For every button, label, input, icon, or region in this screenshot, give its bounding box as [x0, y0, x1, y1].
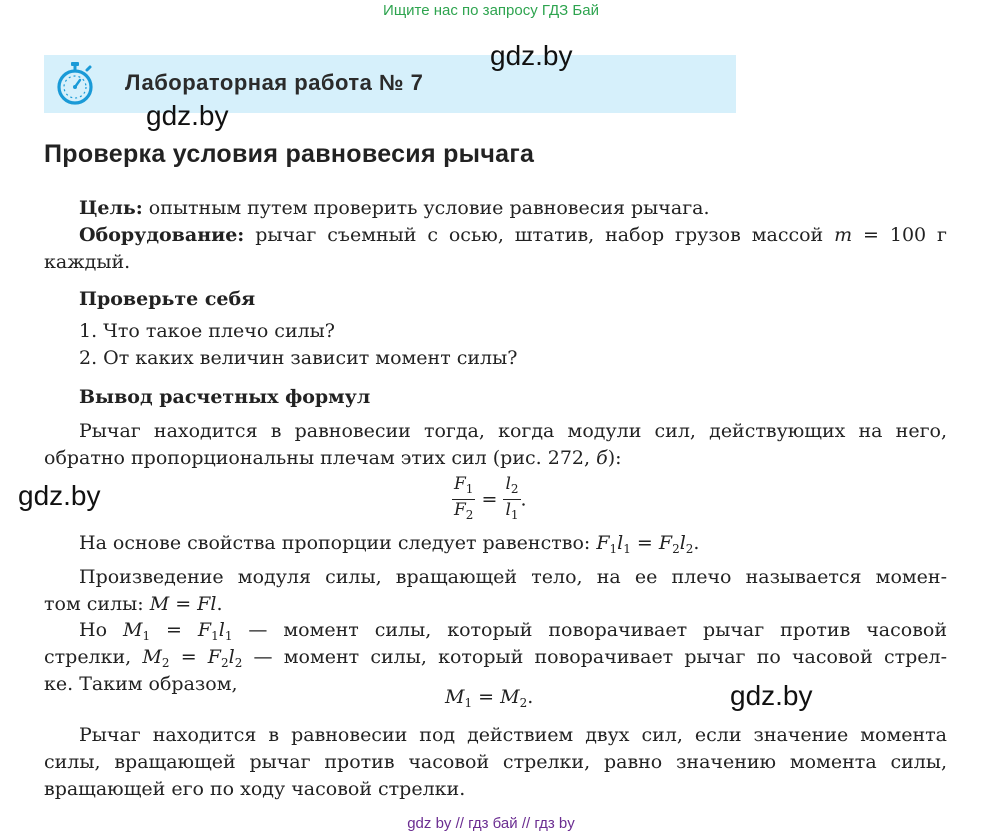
- equipment-line-2: каждый.: [44, 251, 131, 273]
- derivation-heading: Вывод расчетных формул: [79, 386, 371, 408]
- equality-formula: $F_1l_1 = F_2l_2$: [596, 532, 694, 556]
- paragraph-line: Рычаг находится в равновесии под действием двух сил, если значение момента: [79, 724, 947, 746]
- check-item: 1. Что такое плечо силы?: [79, 320, 335, 342]
- goal-label: Цель:: [79, 197, 143, 219]
- proportion-formula: $\frac{F_1}{F_2}$ = $\frac{l_2}{l_1}$ .: [454, 474, 527, 522]
- lab-title: Лабораторная работа № 7: [125, 70, 424, 95]
- figure-ref: б: [596, 447, 608, 469]
- paragraph-text: том силы:: [44, 593, 150, 615]
- paragraph-line: силы, вращающей рычаг против часовой стрелки, равно значению момента силы,: [44, 751, 947, 773]
- paragraph-line: вращающей его по ходу часовой стрелки.: [44, 778, 466, 800]
- paragraph-text: Но: [79, 619, 123, 641]
- moment-1-formula: $M_1 = F_1l_1$: [122, 619, 233, 643]
- footer-watermark: gdz by // гдз бай // гдз by: [407, 815, 575, 832]
- paragraph-line: [44, 445, 622, 472]
- page-title: Проверка условия равновесия рычага: [44, 140, 535, 168]
- paragraph-line: Произведение модуля силы, вращающей тело, на ее плечо называется момен-: [79, 566, 947, 588]
- watermark: gdz.by: [490, 40, 573, 71]
- check-item: 2. От каких величин зависит момент силы?: [79, 347, 518, 369]
- top-banner: Ищите нас по запросу ГДЗ Бай: [383, 2, 599, 19]
- watermark: gdz.by: [730, 680, 813, 711]
- paragraph-text: стрелки,: [44, 646, 143, 668]
- equipment-line: [79, 222, 947, 249]
- moment-formula: M = Fl: [149, 593, 217, 615]
- paragraph-line: том силы: M = Fl.: [44, 593, 223, 615]
- goal-text: опытным путем проверить условие равновесия рычага.: [142, 197, 710, 219]
- moment-2-formula: $M_2 = F_2l_2$: [142, 646, 243, 670]
- watermark: gdz.by: [146, 100, 229, 131]
- paragraph-text: обратно пропорциональны плечам этих сил (рис. 272,: [44, 447, 597, 469]
- paragraph-line: Рычаг находится в равновесии тогда, когда модули сил, действующих на него,: [79, 420, 947, 442]
- paragraph-text: ):: [607, 447, 622, 469]
- paragraph-text: — момент силы, который поворачивает рычаг по часовой стрел-: [242, 646, 947, 668]
- stopwatch-icon: [54, 60, 96, 106]
- equipment-label: Оборудование:: [79, 224, 245, 246]
- mass-value: = 100 г: [852, 224, 947, 246]
- paragraph-line: На основе свойства пропорции следует равенство: $F_1l_1 = F_2l_2$.: [79, 532, 700, 556]
- mass-variable: m: [834, 224, 853, 246]
- paragraph-text: На основе свойства пропорции следует равенство:: [79, 532, 597, 554]
- watermark: gdz.by: [18, 480, 101, 511]
- paragraph-text: — момент силы, который поворачивает рычаг против часовой: [232, 619, 947, 641]
- paragraph-line: ке. Таким образом,: [44, 673, 238, 695]
- equipment-text: рычаг съемный с осью, штатив, набор грузов массой: [244, 224, 835, 246]
- check-heading: Проверьте себя: [79, 288, 256, 310]
- equilibrium-formula: $M_1 = M_2$.: [445, 686, 534, 710]
- goal-line: [79, 195, 710, 222]
